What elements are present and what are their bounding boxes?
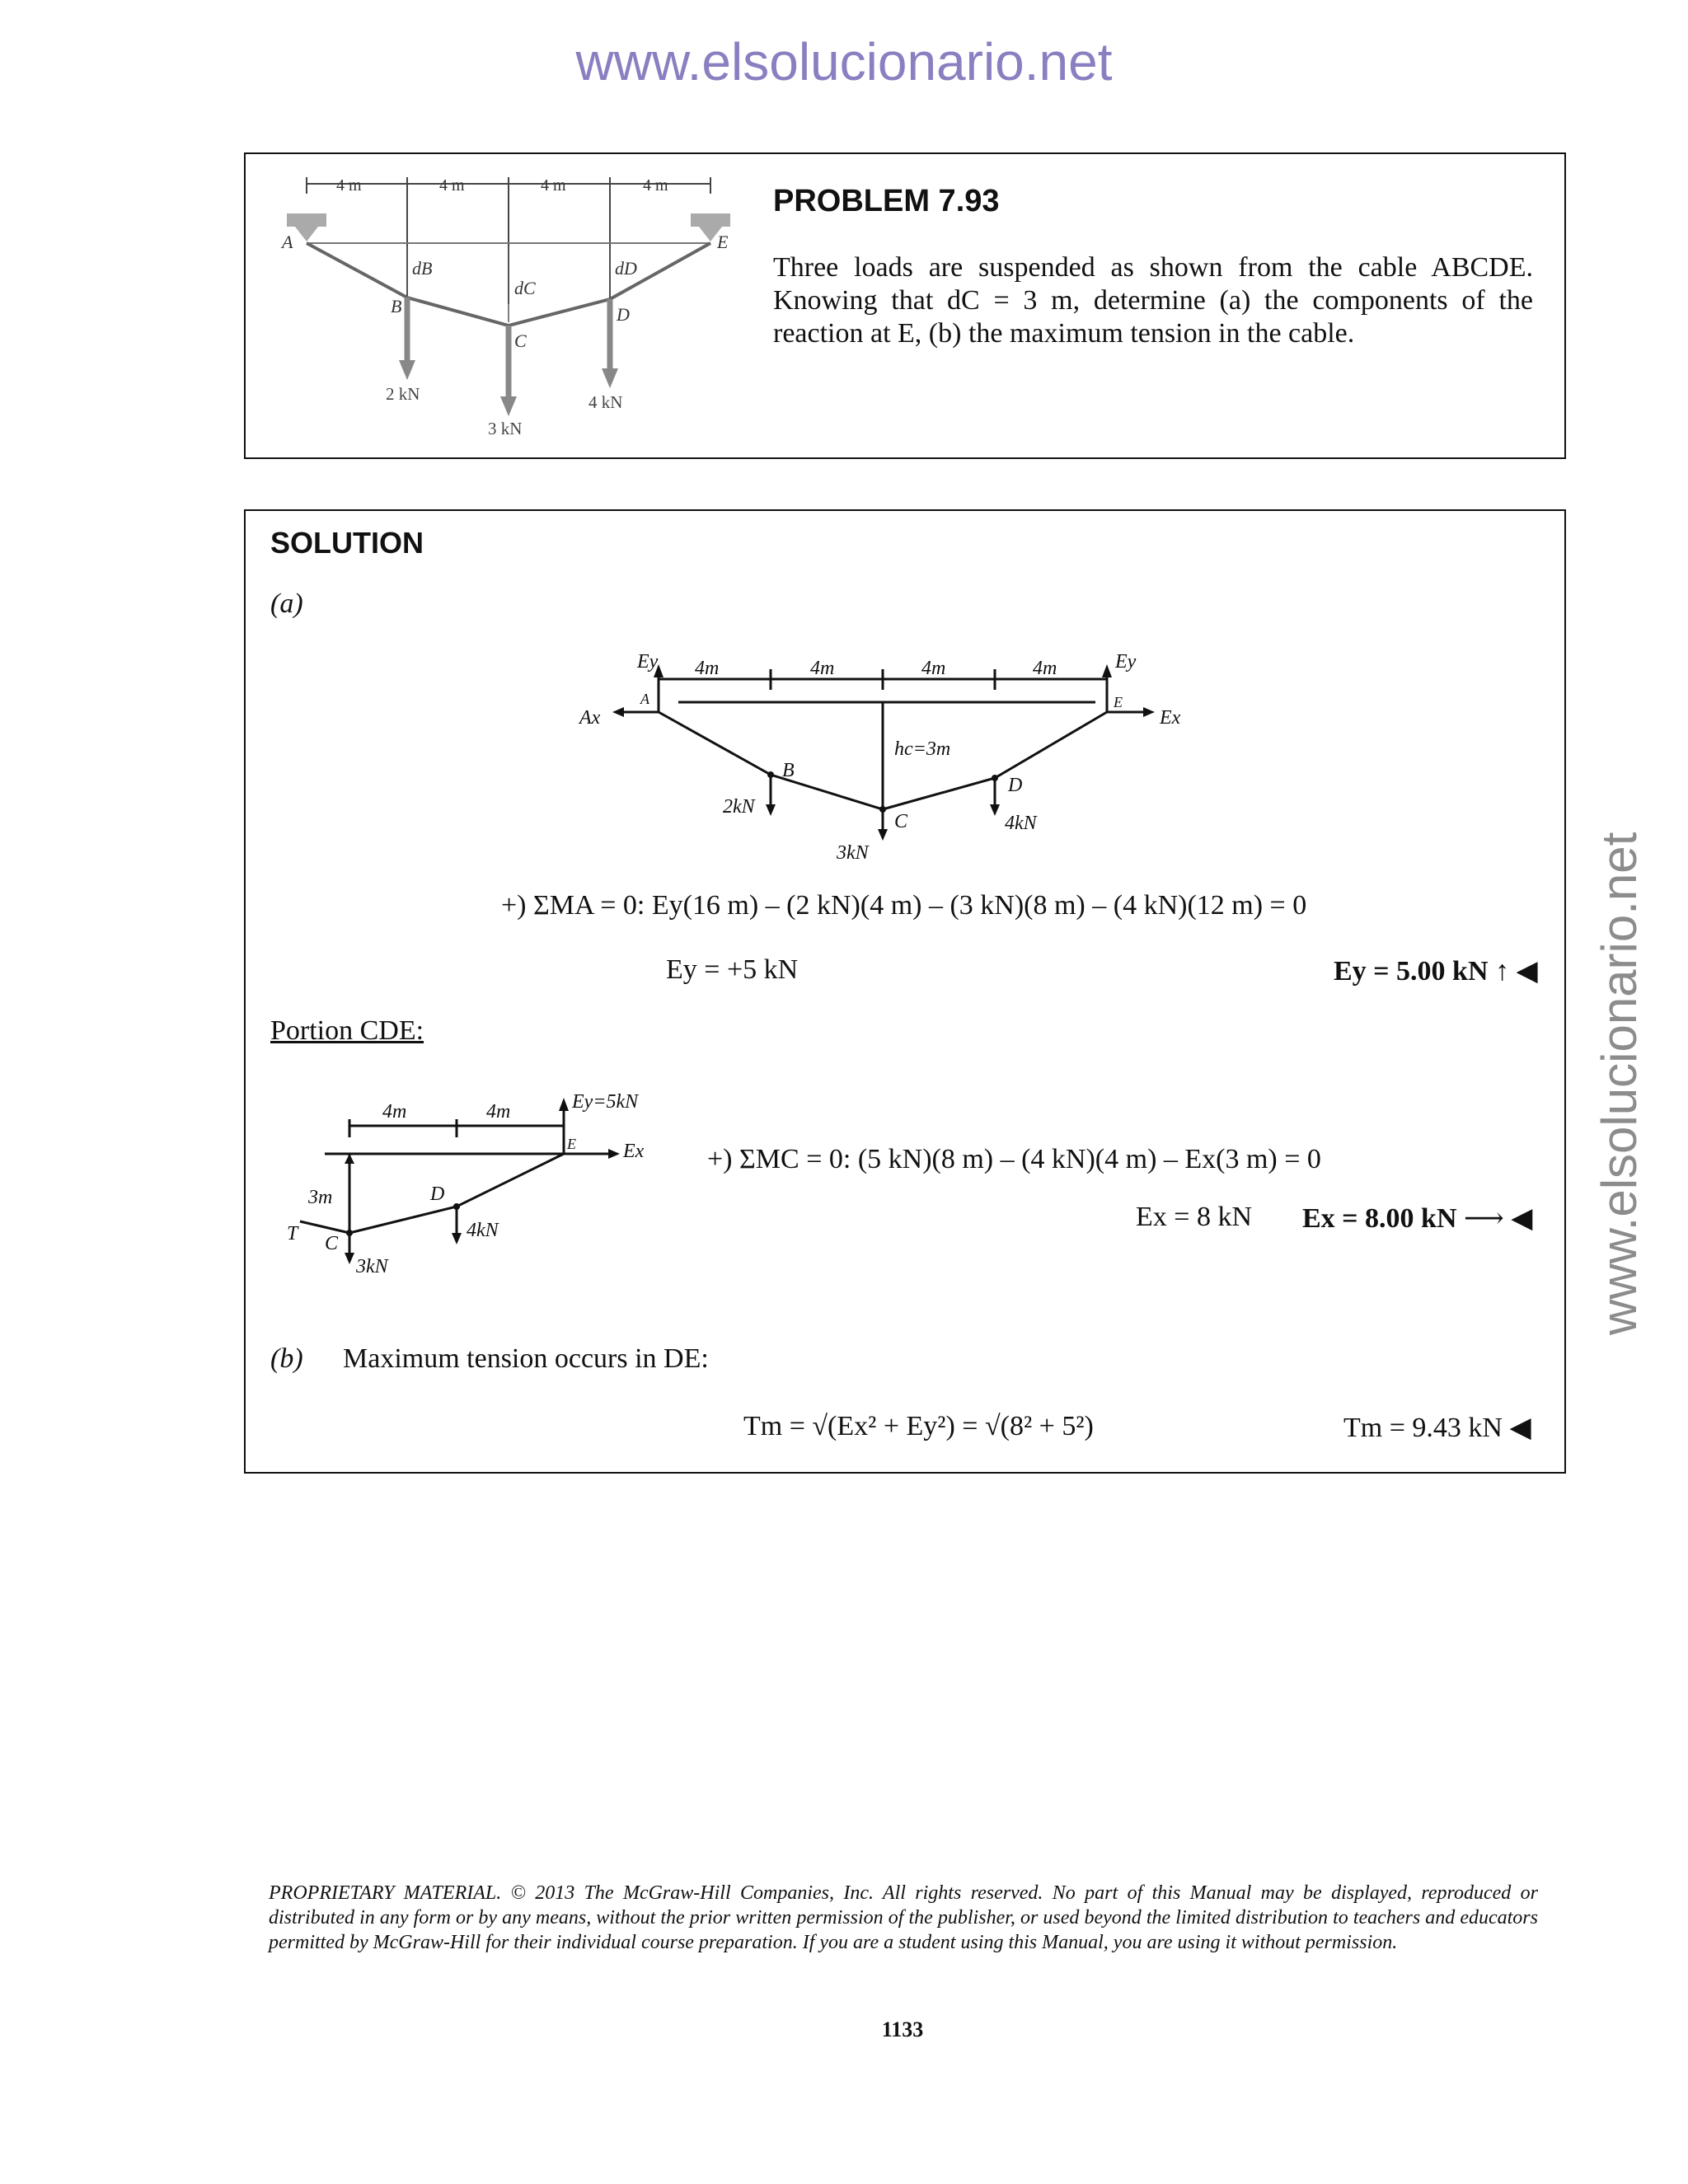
fbd2-label: 3m [308,1187,333,1208]
load-label: 4 kN [588,392,623,412]
moment-equation-a [501,890,1306,921]
solution-box [244,509,1566,1474]
problem-text-line: reaction at E, (b) the maximum tension in the cable. [773,318,1355,349]
page-number: 1133 [881,2018,924,2041]
fbd1-label: 4m [921,658,946,679]
problem-figure [270,172,732,436]
ey-answer: Ey = 5.00 kN [1334,956,1489,987]
fbd1-label: A [640,691,649,707]
fbd1-label: 4m [695,658,720,679]
fbd2-label: 4kN [467,1220,499,1241]
fbd2-label: 4m [382,1101,407,1122]
fbd1-label: 4kN [1005,813,1037,834]
fbd2-label: 4m [486,1101,511,1122]
point-label: D [617,304,630,325]
ey-value: Ey = +5 kN [666,954,799,985]
span-label: 4 m [336,176,362,194]
fbd1-label: C [894,811,908,832]
support-e [691,213,730,227]
span-label: 4 m [541,176,566,194]
ex-answer-row [1302,1202,1532,1235]
load-label: 2 kN [386,384,420,404]
moment-equation-c [707,1144,1321,1175]
answer-marker-icon: ◀ [1509,1413,1531,1443]
sag-label: dB [412,258,433,279]
fbd1-label: D [1008,775,1023,796]
fbd1-label: 3kN [837,842,869,864]
part-b-label: (b) [270,1343,303,1374]
fbd2-label: D [430,1183,445,1205]
solution-heading: SOLUTION [270,526,424,560]
ex-value: Ex = 8 kN [1136,1202,1252,1232]
fbd1-label: 2kN [723,796,755,818]
part-a-label: (a) [270,588,303,619]
problem-title: PROBLEM 7.93 [773,184,1000,218]
moment-a-text: ΣMA = 0: Ey(16 m) – (2 kN)(4 m) – (3 kN)(8 m) – (4 kN)(12 m) = 0 [533,890,1307,921]
fbd1-label: Ax [579,707,601,729]
fbd1-label: E [1114,694,1123,710]
fbd2-label: 3kN [356,1256,388,1277]
span-label: 4 m [439,176,465,194]
fbd2-label: C [325,1233,339,1254]
fbd1-label: Ey [1115,651,1137,673]
problem-box [244,152,1566,459]
portion-label: Portion CDE: [270,1015,424,1046]
point-label: C [514,330,527,351]
problem-text-line: Three loads are suspended as shown from the cable ABCDE. [773,252,1533,283]
load-label: 3 kN [488,419,523,436]
tension-answer-row [1343,1411,1531,1444]
arrow-up-icon: ↑ [1495,956,1510,987]
arrow-right-icon: ⟶ [1464,1203,1504,1234]
tension-formula: Tm = √(Ex² + Ey²) = √(8² + 5²) [743,1411,1094,1441]
fbd2-label: Ex [623,1141,645,1162]
fbd2-label: E [567,1136,576,1152]
ey-answer-row [1334,954,1538,987]
fbd2-label: T [287,1223,298,1244]
fbd-whole-cable [571,644,1478,875]
tension-answer: Tm = 9.43 kN [1343,1413,1503,1443]
fbd2-label: Ey=5kN [572,1091,639,1113]
sag-label: dD [615,258,637,279]
fbd1-label: 4m [1033,658,1057,679]
answer-marker-icon: ◀ [1511,1203,1533,1234]
fbd1-label: Ey [637,651,659,673]
point-label: B [391,296,402,316]
sag-label: dC [514,278,536,298]
support-a [287,213,326,227]
fbd-portion-cde [275,1088,687,1277]
footer-notice: PROPRIETARY MATERIAL. © 2013 The McGraw-Hill Companies, Inc. All rights reserved. No part of this Manual may be displayed, reproduced or distributed in any form or by any means, without the prior written permission of the publisher, or used beyond the limited distribution to teachers and educators permitted by McGraw-Hill for their individual course preparation. If you are a student using this Manual, you are using it without permission. [269,1882,1538,1953]
answer-marker-icon: ◀ [1516,956,1538,987]
max-tension-text: Maximum tension occurs in DE: [343,1343,709,1374]
problem-text-line: Knowing that dC = 3 m, determine (a) the components of the [773,285,1533,316]
fbd1-label: 4m [810,658,835,679]
ex-answer: Ex = 8.00 kN [1302,1203,1457,1234]
point-label: A [282,232,293,252]
fbd1-label: Ex [1160,707,1181,729]
fbd1-label: hc=3m [894,738,951,760]
span-label: 4 m [643,176,668,194]
moment-sign: +) [501,890,527,921]
problem-text [773,251,1533,350]
watermark-side: www.elsolucionario.net [1592,832,1647,1335]
watermark-top: www.elsolucionario.net [575,32,1113,91]
moment-c-text: ΣMC = 0: (5 kN)(8 m) – (4 kN)(4 m) – Ex(3 m) = 0 [739,1144,1321,1174]
fbd1-label: B [782,760,795,781]
moment-sign: +) [707,1144,733,1174]
point-label: E [717,232,729,252]
